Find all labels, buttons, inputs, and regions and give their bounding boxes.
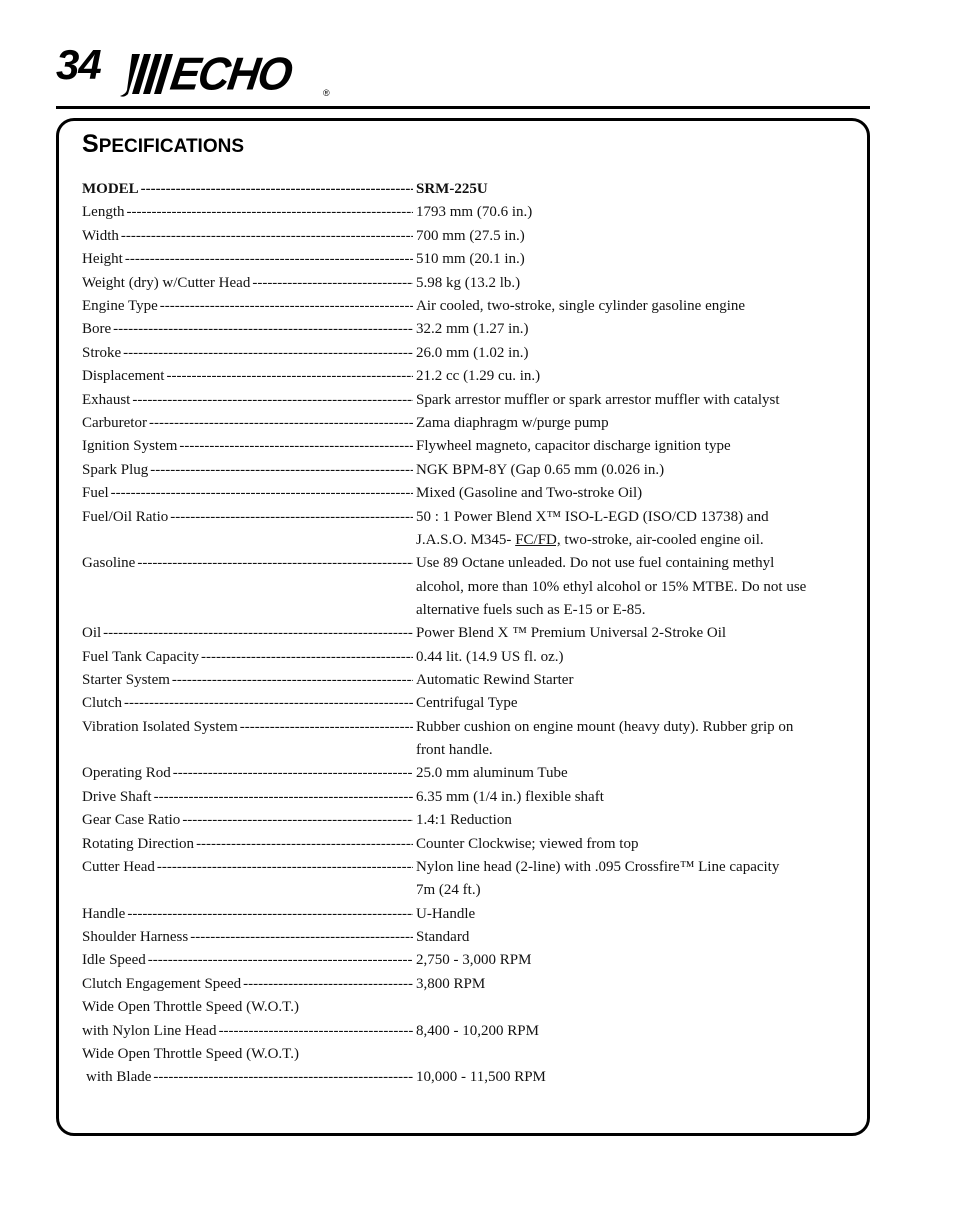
spec-label: Oil [82,625,102,642]
spec-value-text: two-stroke, air-cooled engine oil. [560,531,764,548]
leader-dots [148,459,413,482]
leader-dots [155,856,413,879]
spec-row-oil [82,622,832,645]
spec-value: 3,800 RPM [416,975,486,992]
spec-row-operating-rod [82,762,832,785]
spec-row-ignition [82,435,832,458]
spec-value: 0.44 lit. (14.9 US fl. oz.) [416,648,564,665]
spec-value: Centrifugal Type [416,695,518,712]
spec-row-cutter-head [82,856,832,903]
spec-value-line: alcohol, more than 10% ethyl alcohol or 15% MTBE. Do not use [416,578,807,595]
spec-label: with Nylon Line Head [82,1022,217,1039]
spec-row-wot-heading [82,1043,832,1066]
spec-value-text: J.A.S.O. M345- [416,531,516,548]
spec-label: Drive Shaft [82,788,152,805]
spec-label: Shoulder Harness [82,929,189,946]
leader-dots [101,622,413,645]
spec-value: 26.0 mm (1.02 in.) [416,344,529,361]
leader-dots [188,926,413,949]
leader-dots [177,435,413,458]
leader-dots [170,669,413,692]
spec-value [416,506,832,553]
spec-value: 8,400 - 10,200 RPM [416,1022,539,1039]
spec-label: Fuel/Oil Ratio [82,508,169,525]
spec-label: Handle [82,905,126,922]
leader-dots [125,201,414,224]
spec-row-shoulder-harness [82,926,832,949]
spec-value: SRM-225U [416,181,488,197]
spec-row-wot-heading [82,996,832,1019]
spec-label: Stroke [82,344,122,361]
spec-row-wot-nylon [82,1020,832,1043]
leader-dots [123,248,413,271]
spec-row-width [82,225,832,248]
spec-row-vibration [82,716,832,763]
spec-value-line: alternative fuels such as E-15 or E-85. [416,601,646,618]
leader-dots [151,1066,413,1089]
leader-dots [241,973,413,996]
spec-value-line: front handle. [416,742,493,759]
page-header [0,0,954,110]
leader-dots [238,716,413,739]
leader-dots [139,178,413,201]
spec-value: U-Handle [416,905,476,922]
spec-value [416,552,832,622]
spec-label: Spark Plug [82,461,149,478]
spec-row-exhaust [82,389,832,412]
spec-row-carburetor [82,412,832,435]
spec-label: Wide Open Throttle Speed (W.O.T.) [82,999,299,1016]
spec-label: Bore [82,321,112,338]
spec-label: Length [82,204,125,221]
spec-row-engine-type [82,295,832,318]
leader-dots [135,552,413,575]
spec-row-wot-blade [82,1066,832,1089]
spec-value-line: 50 : 1 Power Blend X™ ISO-L-EGD (ISO/CD 13738) and [416,508,769,525]
spec-value [416,716,832,763]
spec-value: 5.98 kg (13.2 lb.) [416,274,521,291]
spec-value: Zama diaphragm w/purge pump [416,415,609,432]
spec-value: 1.4:1 Reduction [416,812,512,829]
spec-label: Rotating Direction [82,835,195,852]
leader-dots [164,365,413,388]
section-title [82,132,244,157]
spec-value-line: Use 89 Octane unleaded. Do not use fuel containing methyl [416,555,775,572]
spec-label: Operating Rod [82,765,171,782]
spec-value: Counter Clockwise; viewed from top [416,835,639,852]
page-number: 34 [56,41,101,88]
spec-row-starter [82,669,832,692]
spec-value-line: Nylon line head (2-line) with .095 Crossfire™ Line capacity [416,859,780,876]
spec-value: 2,750 - 3,000 RPM [416,952,532,969]
spec-label: Carburetor [82,415,147,432]
leader-dots [130,389,413,412]
spec-row-fuel-oil-ratio [82,506,832,553]
leader-dots [121,342,413,365]
spec-row-handle [82,903,832,926]
spec-value [416,856,832,903]
spec-label: Vibration Isolated System [82,718,238,735]
spec-label: Weight (dry) w/Cutter Head [82,274,251,291]
leader-dots [111,318,413,341]
spec-value: 700 mm (27.5 in.) [416,227,525,244]
spec-value-line [416,529,832,552]
spec-label: Wide Open Throttle Speed (W.O.T.) [82,1046,299,1063]
spec-label: Width [82,227,119,244]
spec-row-bore [82,318,832,341]
leader-dots [122,692,413,715]
leader-dots [171,762,413,785]
echo-logo [118,50,338,102]
leader-dots [250,272,413,295]
spec-label: Fuel Tank Capacity [82,648,199,665]
spec-row-weight [82,272,832,295]
underlined-text: FC/FD, [515,531,561,548]
spec-row-height [82,248,832,271]
spec-value: Automatic Rewind Starter [416,671,574,688]
title-initial: S [82,130,99,158]
spec-value: 1793 mm (70.6 in.) [416,204,533,221]
spec-label: Gear Case Ratio [82,812,181,829]
spec-label: Ignition System [82,438,178,455]
spec-value: 32.2 mm (1.27 in.) [416,321,529,338]
spec-label: Cutter Head [82,859,155,876]
spec-row-displacement [82,365,832,388]
spec-label: Idle Speed [82,952,146,969]
spec-row-model [82,178,832,201]
leader-dots [168,506,413,529]
leader-dots [109,482,413,505]
spec-label: Gasoline [82,555,136,572]
spec-label: Clutch [82,695,122,712]
spec-row-fuel [82,482,832,505]
spec-label: Fuel [82,485,109,502]
spec-table [82,178,832,1090]
leader-dots [158,295,413,318]
spec-value: 10,000 - 11,500 RPM [416,1069,546,1086]
spec-row-gear-case [82,809,832,832]
spec-label: Exhaust [82,391,131,408]
spec-value: Spark arrestor muffler or spark arrestor muffler with catalyst [416,391,780,408]
spec-value: Air cooled, two-stroke, single cylinder gasoline engine [416,298,746,315]
spec-row-length [82,201,832,224]
logo-wordmark: ECHO [167,48,294,101]
leader-dots [194,833,413,856]
spec-value: 6.35 mm (1/4 in.) flexible shaft [416,788,604,805]
spec-value: 510 mm (20.1 in.) [416,251,525,268]
spec-value-line: 7m (24 ft.) [416,882,481,899]
spec-value-line: Rubber cushion on engine mount (heavy duty). Rubber grip on [416,718,794,735]
spec-value: Flywheel magneto, capacitor discharge ignition type [416,438,731,455]
spec-label: Engine Type [82,298,158,315]
registered-mark: ® [323,88,330,98]
spec-row-fuel-tank [82,646,832,669]
spec-label: MODEL [82,181,139,197]
spec-row-clutch-engagement [82,973,832,996]
spec-label: Starter System [82,671,170,688]
leader-dots [147,412,413,435]
spec-label: Displacement [82,368,165,385]
spec-value: 25.0 mm aluminum Tube [416,765,568,782]
spec-row-idle-speed [82,949,832,972]
spec-row-stroke [82,342,832,365]
spec-value: Standard [416,929,470,946]
spec-row-spark-plug [82,459,832,482]
spec-value: Mixed (Gasoline and Two-stroke Oil) [416,485,643,502]
leader-dots [152,786,413,809]
spec-value: 21.2 cc (1.29 cu. in.) [416,368,541,385]
spec-value: Power Blend X ™ Premium Universal 2-Stroke Oil [416,625,727,642]
spec-row-gasoline [82,552,832,622]
leader-dots [146,949,413,972]
header-rule [56,106,870,109]
leader-dots [125,903,413,926]
spec-label: with Blade [86,1069,152,1086]
leader-dots [180,809,413,832]
spec-value: NGK BPM-8Y (Gap 0.65 mm (0.026 in.) [416,461,665,478]
leader-dots [199,646,413,669]
spec-row-rotating-direction [82,833,832,856]
spec-label: Clutch Engagement Speed [82,975,242,992]
spec-row-clutch [82,692,832,715]
leader-dots [217,1020,413,1043]
spec-label: Height [82,251,123,268]
title-rest: PECIFICATIONS [98,136,245,157]
spec-row-drive-shaft [82,786,832,809]
leader-dots [119,225,413,248]
